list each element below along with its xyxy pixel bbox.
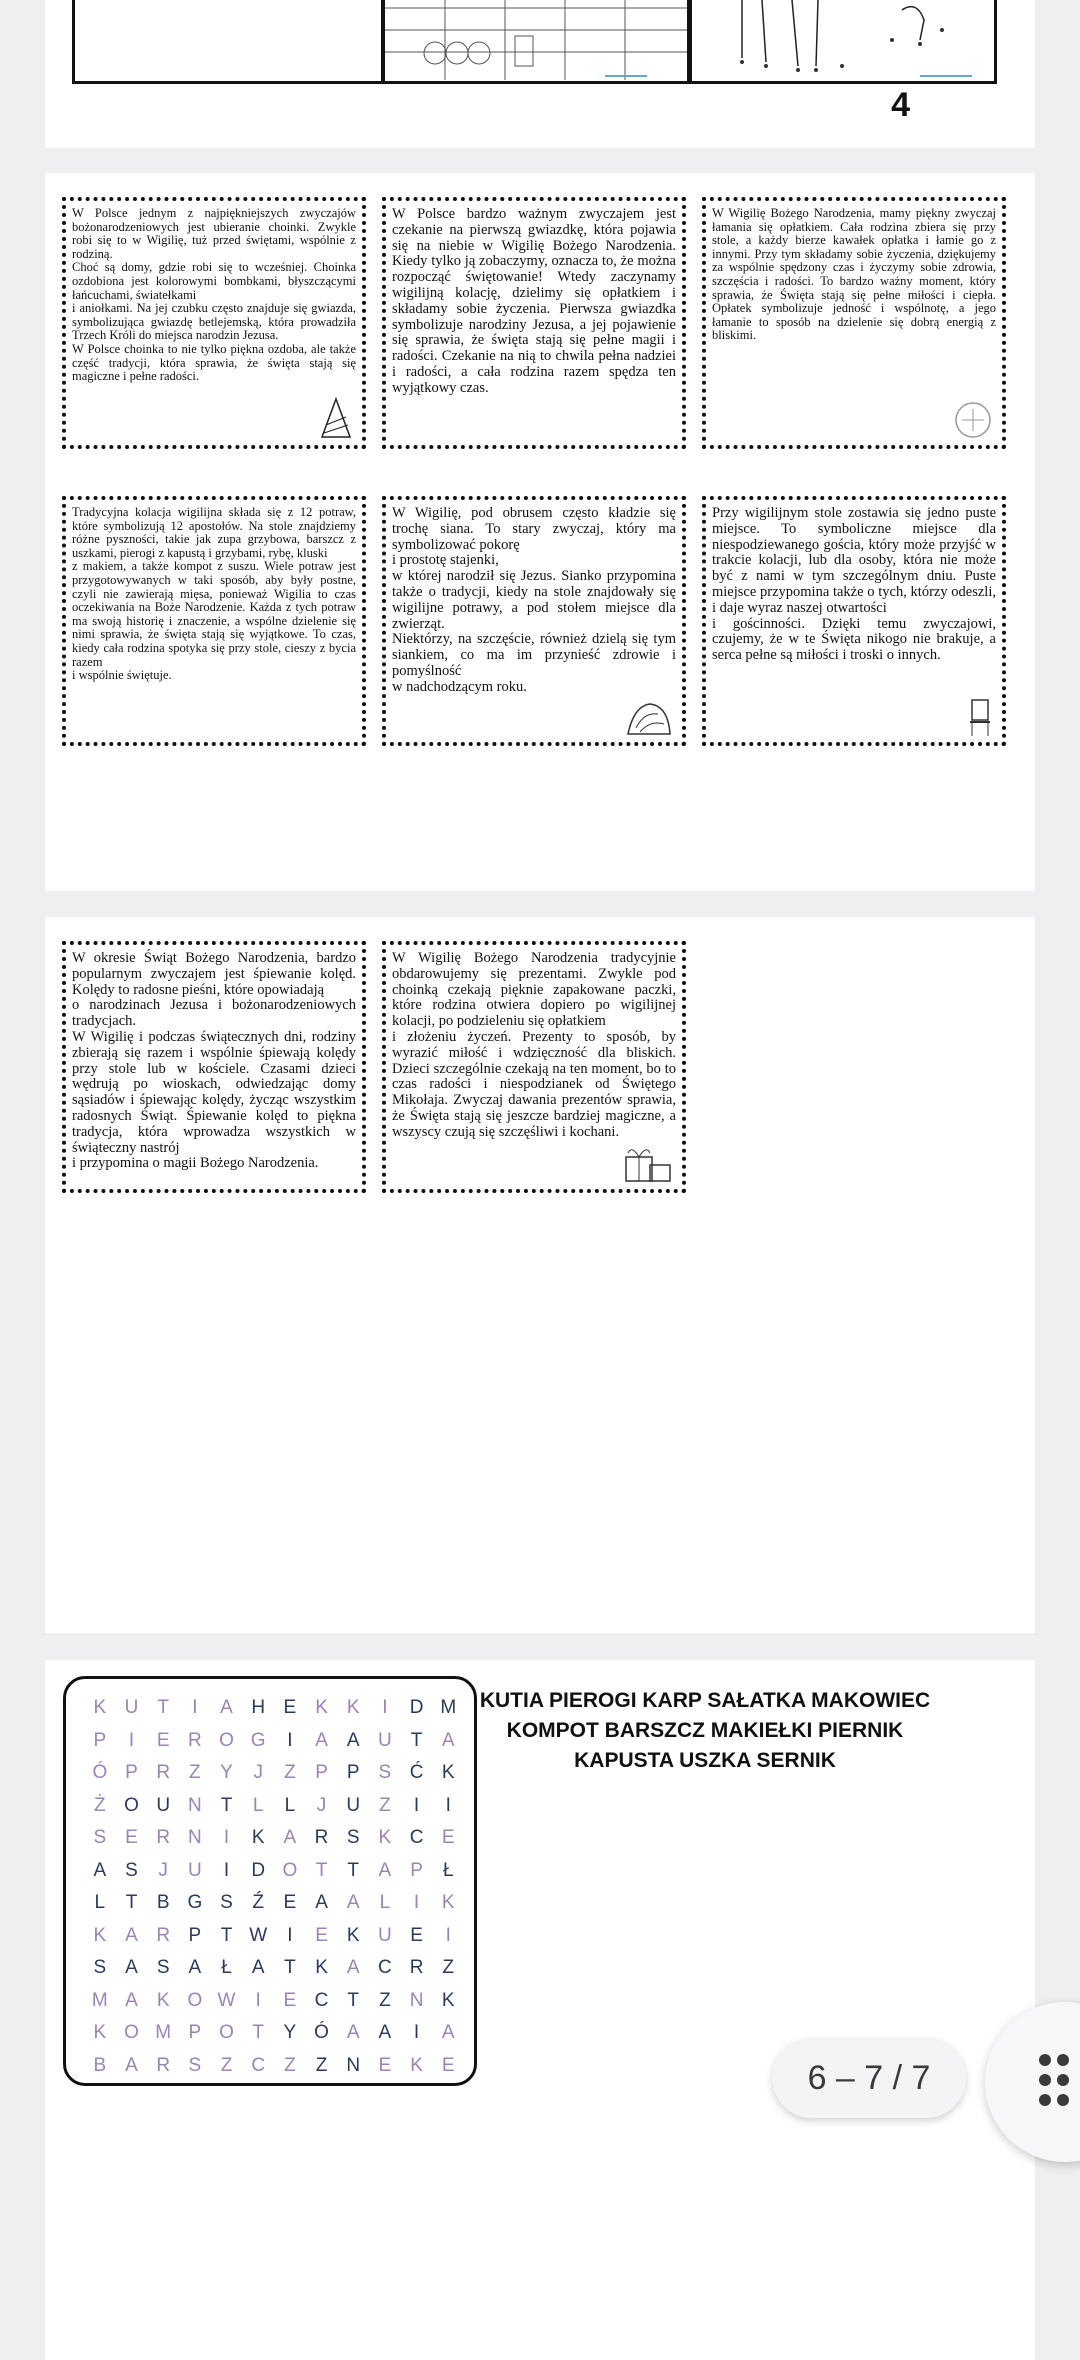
word-list-line: KAPUSTA USZKA SERNIK xyxy=(574,1749,836,1772)
card-empty-seat xyxy=(702,496,1006,746)
grid-row xyxy=(84,2049,464,2082)
calendar-grid-icon xyxy=(385,0,687,80)
grid-letter: T xyxy=(315,1859,328,1881)
grid-letter: A xyxy=(378,1859,392,1881)
word-list-line: KUTIA PIEROGI KARP SAŁATKA MAKOWIEC xyxy=(479,1689,931,1712)
grid-letter: Ó xyxy=(314,2022,329,2043)
grid-letter: D xyxy=(251,1859,266,1881)
grid-letter: J xyxy=(316,1794,327,1816)
page-4-panels xyxy=(72,0,997,86)
grid-letter: S xyxy=(188,2054,202,2076)
panel-middle xyxy=(382,0,690,84)
grid-letter: O xyxy=(219,2022,234,2043)
grid-letter: A xyxy=(378,2022,392,2043)
grid-letter: K xyxy=(93,1697,107,1718)
grid-letter: Ć xyxy=(409,1762,424,1783)
grid-letter: N xyxy=(187,1794,202,1816)
grid-letter: Z xyxy=(189,1762,201,1783)
grid-letter: I xyxy=(413,1794,420,1816)
grid-letter: K xyxy=(346,1697,360,1718)
card-text: W Polsce bardzo ważnym zwyczajem jest czekanie na pierwszą gwiazdkę, która pojawia się na niebie w Wigilię Bożego Narodzenia. Kiedy tylko ją zobaczymy, oznacza to, że można rozpocząć świętowanie! Wtedy zaczynamy wigilijną kolację, dzielimy się opłatkiem i składamy sobie życzenia. Pierwsza gwiazdka symbolizuje narodziny Jezusa, a jej pojawienie się sprawia, że święta stają się pełne magii i radości. Czekanie na nią to chwila pełna nadziei i radości, a cała rodzina razem spędza ten wyjątkowy czas. xyxy=(392,206,676,396)
grid-letter: A xyxy=(251,1957,265,1978)
card-gifts xyxy=(382,941,686,1193)
grid-letter: G xyxy=(187,1892,203,1913)
grid-letter: K xyxy=(346,1924,360,1946)
grid-letter: Z xyxy=(379,1989,391,2011)
grid-letter: T xyxy=(410,1729,423,1751)
word-search-grid xyxy=(63,1676,477,2086)
grid-letter: E xyxy=(410,1924,423,1946)
grid-letter: K xyxy=(441,1892,455,1913)
grid-letter: R xyxy=(156,1924,171,1946)
grid-letter: I xyxy=(413,2022,420,2043)
page-5 xyxy=(45,173,1035,891)
grid-letter: Z xyxy=(284,1762,296,1783)
grid-letter: J xyxy=(253,1762,263,1783)
grid-letter: I xyxy=(445,1924,451,1946)
grid-row xyxy=(84,1919,464,1952)
panel-left xyxy=(72,0,384,84)
grid-letter: A xyxy=(315,1729,328,1751)
card-hay xyxy=(382,496,686,746)
grid-letter: B xyxy=(156,1892,170,1913)
grid-letter: I xyxy=(255,1989,261,2011)
grid-letter: Z xyxy=(220,2054,233,2076)
hay-icon xyxy=(624,698,674,738)
grid-letter: U xyxy=(346,1794,361,1816)
grid-letter: K xyxy=(378,1827,392,1848)
grid-letter: K xyxy=(93,1924,107,1946)
grid-letter: A xyxy=(220,1697,233,1718)
grid-letter: R xyxy=(314,1827,329,1848)
card-text: W Wigilię Bożego Narodzenia tradycyjnie obdarowujemy się prezentami. Zwykle pod choinką czekają pięknie zapakowane paczki, które rodzina otwiera dopiero po wigilijnej kolacji, po podzieleniu się opłatkiem i złożeniu życzeń. Prezenty to sposób, by wyrazić miłość i wdzięczność dla bliskich. Dzieci szczególnie czekają na ten moment, bo to czas radości i niespodzianek od Świętego Mikołaja. Zwyczaj dawania prezentów sprawia, że Święta stają się jeszcze bardziej magiczne, a wszyscy czują się szczęśliwi i kochani. xyxy=(392,950,676,1140)
grid-letter: E xyxy=(283,1892,297,1913)
grid-letter: O xyxy=(124,2022,139,2043)
grid-letter: O xyxy=(187,1989,203,2011)
grid-letter: S xyxy=(378,1762,392,1783)
grid-letter: K xyxy=(93,2022,107,2043)
grid-letter: Y xyxy=(220,1762,233,1783)
grid-letter: T xyxy=(157,1697,169,1718)
grid-letter: Ł xyxy=(442,1859,454,1881)
grid-letter: U xyxy=(378,1924,392,1946)
grid-letter: I xyxy=(445,1794,451,1816)
grid-letter: A xyxy=(125,1989,138,2011)
christmas-tree-icon xyxy=(318,397,354,441)
grid-letter: C xyxy=(314,1989,329,2011)
page-indicator[interactable]: 6 – 7 / 7 xyxy=(772,2038,966,2118)
grid-row xyxy=(84,1951,464,1984)
word-list-line: KOMPOT BARSZCZ MAKIEŁKI PIERNIK xyxy=(506,1719,904,1742)
grid-row xyxy=(84,1691,464,1724)
grid-letter: A xyxy=(346,2022,360,2043)
grid-letter: A xyxy=(346,1729,360,1751)
grid-letter: E xyxy=(441,2054,455,2076)
grid-letter: K xyxy=(315,1697,328,1718)
grid-row xyxy=(84,1821,464,1854)
grid-letter: S xyxy=(156,1957,170,1978)
grid-letter: Ł xyxy=(221,1957,232,1978)
grid-letter: C xyxy=(251,2054,266,2076)
grid-letter: R xyxy=(187,1729,202,1751)
grid-letter: O xyxy=(219,1729,234,1751)
grid-letter: L xyxy=(252,1794,264,1816)
grid-letter: S xyxy=(346,1827,360,1848)
page-7 xyxy=(45,1660,1035,2360)
grid-letter: T xyxy=(220,1924,233,1946)
grid-letter: E xyxy=(125,1827,138,1848)
grid-letter: E xyxy=(378,2054,392,2076)
grid-letter: S xyxy=(93,1827,107,1848)
grid-letter: A xyxy=(283,1827,297,1848)
grid-letter: R xyxy=(156,1762,171,1783)
grid-letter: K xyxy=(251,1827,265,1848)
grid-letter: I xyxy=(223,1859,230,1881)
grid-letter: M xyxy=(91,1989,108,2011)
grid-letter: C xyxy=(409,1827,424,1848)
grid-letter: N xyxy=(346,2054,361,2076)
grid-letter: A xyxy=(346,1957,360,1978)
grid-letter: P xyxy=(93,1729,107,1751)
grid-letter: N xyxy=(409,1989,424,2011)
grid-letter: S xyxy=(93,1957,107,1978)
grid-letter: A xyxy=(346,1892,360,1913)
grid-letter: K xyxy=(315,1957,328,1978)
grid-letter: I xyxy=(223,1827,230,1848)
grid-letter: L xyxy=(379,1892,391,1913)
grid-letter: W xyxy=(217,1989,236,2011)
grid-letter: T xyxy=(284,1957,296,1978)
grid-letter: E xyxy=(283,1697,297,1718)
grid-letter: E xyxy=(283,1989,297,2011)
grid-letter: T xyxy=(220,1794,233,1816)
grid-letter: U xyxy=(378,1729,392,1751)
grid-letter: A xyxy=(125,1957,138,1978)
card-text: W Polsce jednym z najpiękniejszych zwyczajów bożonarodzeniowych jest ubieranie choinki. Zwykle robi się to w Wigilię, tuż przed świętami, wspólnie z rodziną. Choć są domy, gdzie robi się to wcześniej. Choinka ozdobiona jest kolorowymi bombkami, błyszczącymi łańcuchami, światełkami i aniołkami. Na jej czubku często znajduje się gwiazda, symbolizująca gwiazdę betlejemską, która prowadziła Trzech Króli do miejsca narodzin Jezusa. W Polsce choinka to nie tylko piękna ozdoba, ale także część tradycji, która sprawia, że święta stają się magiczne i pełne radości. xyxy=(72,206,356,384)
grid-letter: P xyxy=(188,1924,202,1946)
grid-letter: R xyxy=(409,1957,424,1978)
grid-letter: Y xyxy=(283,2022,297,2043)
card-oplatek xyxy=(702,197,1006,449)
page-4 xyxy=(45,0,1035,148)
grid-letter: T xyxy=(252,2022,264,2043)
grid-letter: I xyxy=(287,1729,293,1751)
grid-letter: P xyxy=(315,1762,328,1783)
card-christmas-tree xyxy=(62,197,366,449)
grid-letter: U xyxy=(124,1697,139,1718)
grid-letter: A xyxy=(93,1859,107,1881)
grid-letter: Ż xyxy=(94,1794,106,1816)
grid-letter: E xyxy=(441,1827,455,1848)
grid-letter: K xyxy=(441,1989,455,2011)
grid-letter: B xyxy=(93,2054,107,2076)
grid-letter: J xyxy=(158,1859,168,1881)
grid-letter: I xyxy=(413,1892,420,1913)
grid-letter: N xyxy=(187,1827,202,1848)
grid-letter: Ź xyxy=(252,1892,264,1913)
grid-letter: H xyxy=(251,1697,266,1718)
grid-letter: L xyxy=(94,1892,106,1913)
grid-letter: I xyxy=(382,1697,388,1718)
grid-letter: T xyxy=(347,1989,360,2011)
grid-letter: A xyxy=(441,1729,455,1751)
grid-letter: Ó xyxy=(92,1762,108,1783)
grid-row xyxy=(84,1984,464,2017)
card-first-star xyxy=(382,197,686,449)
grid-letter: P xyxy=(346,1762,360,1783)
grid-letter: A xyxy=(315,1892,328,1913)
card-text: W Wigilię Bożego Narodzenia, mamy piękny zwyczaj łamania się opłatkiem. Cała rodzina zbiera się przy stole, a każdy bierze kawałek opłatka i łamie go z innymi. Przy tym składamy sobie życzenia, dziękujemy za wspólnie spędzony czas i życzymy sobie zdrowia, szczęścia i radości. To bardzo ważny moment, który sprawia, że Święta stają się pełne miłości i ciepła. Opłatek symbolizuje jedność i wspólnotę, a jego łamanie to sposób na dzielenie się dobrą energią z bliskimi. xyxy=(712,206,996,343)
grid-dots-icon xyxy=(1039,2054,1079,2110)
grid-letter: S xyxy=(220,1892,233,1913)
card-text: W Wigilię, pod obrusem często kładzie się trochę siana. To stary zwyczaj, który ma symbolizować pokorę i prostotę stajenki, w której narodził się Jezus. Sianko przypomina także o tradycji, kiedy na stole znajdowały się wigilijne potrawy, a pod stołem miejsce dla zwierząt. Niektórzy, na szczęście, również dzielą się tym siankiem, co ma im przynieść zdrowie i pomyślność w nadchodzącym roku. xyxy=(392,505,676,695)
chair-icon xyxy=(966,698,994,738)
grid-letter: L xyxy=(284,1794,296,1816)
grid-letter: K xyxy=(410,2054,423,2076)
grid-letter: A xyxy=(441,2022,455,2043)
grid-letter: M xyxy=(155,2022,172,2043)
grid-row xyxy=(84,2016,464,2049)
grid-letter: O xyxy=(124,1794,139,1816)
grid-letter: G xyxy=(250,1729,266,1751)
card-text: W okresie Świąt Bożego Narodzenia, bardzo popularnym zwyczajem jest śpiewanie kolęd. Kolędy to radosne pieśni, które opowiadają o narodzinach Jezusa i bożonarodzeniowych tradycjach. W Wigilię i podczas świątecznych dni, rodziny zbierają się razem i wspólnie śpiewają kolędy przy stole lub w kościele. Czasami dzieci wędrują po wioskach, odwiedzając domy sąsiadów i śpiewając kolędy, życząc wszystkim radosnych Świąt. Śpiewanie kolęd to piękna tradycja, która wprowadza wszystkich w świąteczny nastrój i przypomina o magii Bożego Narodzenia. xyxy=(72,950,356,1172)
gifts-icon xyxy=(622,1141,674,1185)
grid-letter: W xyxy=(249,1924,268,1946)
grid-letter: Z xyxy=(442,1957,455,1978)
grid-letter: T xyxy=(347,1859,360,1881)
grid-letter: Z xyxy=(284,2054,296,2076)
grid-letter: A xyxy=(188,1957,202,1978)
card-text: Tradycyjna kolacja wigilijna składa się z 12 potraw, które symbolizują 12 apostołów. Na stole znajdziemy różne pyszności, takie jak zupa grzybowa, barszcz z uszkami, pierogi z kapustą i grzybami, rybę, kluski z makiem, a także kompot z suszu. Wiele potraw jest przygotowywanych w taki sposób, aby były postne, czyli nie zawierają mięsa, ponieważ Wigilia to czas oczekiwania na Boże Narodzenie. Każda z tych potraw ma swoją historię i znaczenie, a wspólne dzielenie się nimi sprawia, że święta stają się wyjątkowe. To czas, kiedy cała rodzina spotyka się przy stole, cieszy z bycia razem i wspólnie świętuje. xyxy=(72,505,356,683)
grid-letter: I xyxy=(128,1729,135,1751)
grid-row xyxy=(84,1854,464,1887)
grid-letter: I xyxy=(192,1697,198,1718)
grid-row xyxy=(84,1886,464,1919)
grid-letter: P xyxy=(125,1762,138,1783)
grid-letter: A xyxy=(125,2054,138,2076)
card-twelve-dishes xyxy=(62,496,366,746)
grid-letter: C xyxy=(378,1957,392,1978)
panel-right xyxy=(689,0,997,84)
dot-to-dot-icon xyxy=(692,0,994,80)
grid-letter: S xyxy=(125,1859,138,1881)
grid-letter: E xyxy=(315,1924,328,1946)
grid-letter: U xyxy=(156,1794,171,1816)
grid-letter: T xyxy=(125,1892,138,1913)
grid-letter: P xyxy=(188,2022,202,2043)
page-number: 4 xyxy=(891,86,910,124)
grid-letter: D xyxy=(409,1697,424,1718)
card-text: Przy wigilijnym stole zostawia się jedno puste miejsce. To symboliczne miejsce dla niespodziewanego gościa, który może przyjść w trakcie kolacji, lub dla osoby, która nie może być z nami w tym szczególnym dniu. Puste miejsce przypomina także o tych, którzy odeszli, i daje wyraz naszej otwartości i gościnności. Dzięki temu zwyczajowi, czujemy, że w te Święta nikogo nie brakuje, a serca pełne są miłości i troski o innych. xyxy=(712,505,996,664)
grid-row xyxy=(84,1789,464,1822)
wafer-icon xyxy=(952,399,994,441)
grid-letter: K xyxy=(441,1762,455,1783)
grid-letter: O xyxy=(282,1859,298,1881)
grid-letter: R xyxy=(156,2054,171,2076)
grid-letter: Z xyxy=(379,1794,391,1816)
grid-letter: A xyxy=(125,1924,138,1946)
grid-row xyxy=(84,1756,464,1789)
grid-letter: E xyxy=(156,1729,170,1751)
card-carols xyxy=(62,941,366,1193)
grid-letter: I xyxy=(287,1924,293,1946)
grid-letter: R xyxy=(156,1827,171,1848)
grid-letter: M xyxy=(440,1697,457,1718)
word-list xyxy=(475,1686,935,1776)
page-6 xyxy=(45,917,1035,1633)
grid-letter: K xyxy=(156,1989,170,2011)
grid-letter: Z xyxy=(315,2054,328,2076)
grid-row xyxy=(84,1724,464,1757)
grid-letter: P xyxy=(410,1859,423,1881)
grid-letter: U xyxy=(187,1859,202,1881)
